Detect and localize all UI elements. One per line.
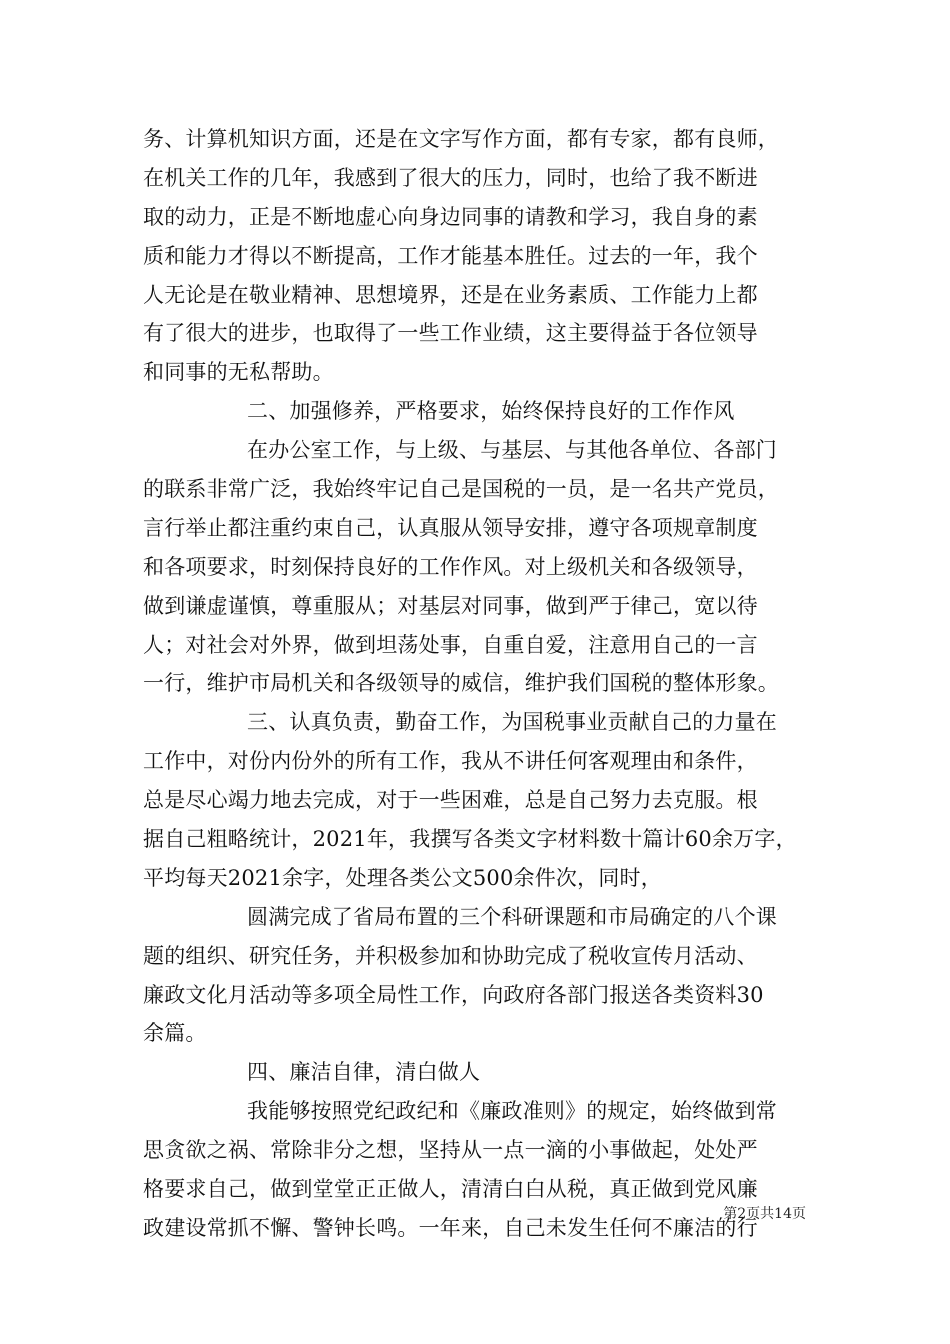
text-line: 言行举止都注重约束自己，认真服从领导安排，遵守各项规章制度 bbox=[143, 515, 758, 540]
text-line: 四、廉洁自律，清白做人 bbox=[247, 1060, 481, 1085]
text-line: 有了很大的进步，也取得了一些工作业绩，这主要得益于各位领导 bbox=[143, 321, 758, 346]
text-line: 一行，维护市局机关和各级领导的威信，维护我们国税的整体形象。 bbox=[143, 671, 779, 696]
text-line: 据自己粗略统计，2021年，我撰写各类文字材料数十篇计60余万字， bbox=[143, 827, 797, 852]
text-line: 题的组织、研究任务，并积极参加和协助完成了税收宣传月活动、 bbox=[143, 943, 758, 968]
text-line: 的联系非常广泛，我始终牢记自己是国税的一员，是一名共产党员， bbox=[143, 477, 779, 502]
text-line: 人；对社会对外界，做到坦荡处事，自重自爱，注意用自己的一言 bbox=[143, 632, 758, 657]
text-line: 我能够按照党纪政纪和《廉政准则》的规定，始终做到常 bbox=[247, 1099, 777, 1124]
text-line: 取的动力，正是不断地虚心向身边同事的请教和学习，我自身的素 bbox=[143, 204, 758, 229]
text-line: 和各项要求，时刻保持良好的工作作风。对上级机关和各级领导， bbox=[143, 554, 758, 579]
text-line: 质和能力才得以不断提高，工作才能基本胜任。过去的一年，我个 bbox=[143, 243, 758, 268]
text-line: 圆满完成了省局布置的三个科研课题和市局确定的八个课 bbox=[247, 904, 777, 929]
text-line: 和同事的无私帮助。 bbox=[143, 360, 334, 385]
text-line: 做到谦虚谨慎，尊重服从；对基层对同事，做到严于律己，宽以待 bbox=[143, 593, 758, 618]
text-line: 二、加强修养，严格要求，始终保持良好的工作作风 bbox=[247, 399, 735, 424]
page-number: 第2页共14页 bbox=[723, 1206, 806, 1222]
text-line: 人无论是在敬业精神、思想境界，还是在业务素质、工作能力上都 bbox=[143, 282, 758, 307]
text-line: 余篇。 bbox=[143, 1021, 207, 1046]
text-line: 平均每天2021余字，处理各类公文500余件次，同时， bbox=[143, 865, 662, 890]
text-line: 廉政文化月活动等多项全局性工作，向政府各部门报送各类资料30 bbox=[143, 982, 764, 1007]
text-line: 务、计算机知识方面，还是在文字写作方面，都有专家，都有良师， bbox=[143, 127, 779, 151]
text-line: 政建设常抓不懈、警钟长鸣。一年来，自己未发生任何不廉洁的行 bbox=[143, 1215, 758, 1240]
document-body bbox=[143, 120, 808, 1248]
text-line: 在办公室工作，与上级、与基层、与其他各单位、各部门 bbox=[247, 438, 777, 463]
text-line: 总是尽心竭力地去完成，对于一些困难，总是自己努力去克服。根 bbox=[143, 788, 758, 813]
text-line: 三、认真负责，勤奋工作，为国税事业贡献自己的力量在 bbox=[247, 710, 777, 735]
text-line: 工作中，对份内份外的所有工作，我从不讲任何客观理由和条件， bbox=[143, 749, 758, 774]
text-line: 格要求自己，做到堂堂正正做人，清清白白从税，真正做到党风廉 bbox=[143, 1177, 758, 1202]
text-line: 在机关工作的几年，我感到了很大的压力，同时，也给了我不断进 bbox=[143, 165, 758, 190]
text-line: 思贪欲之祸、常除非分之想，坚持从一点一滴的小事做起，处处严 bbox=[143, 1138, 758, 1163]
